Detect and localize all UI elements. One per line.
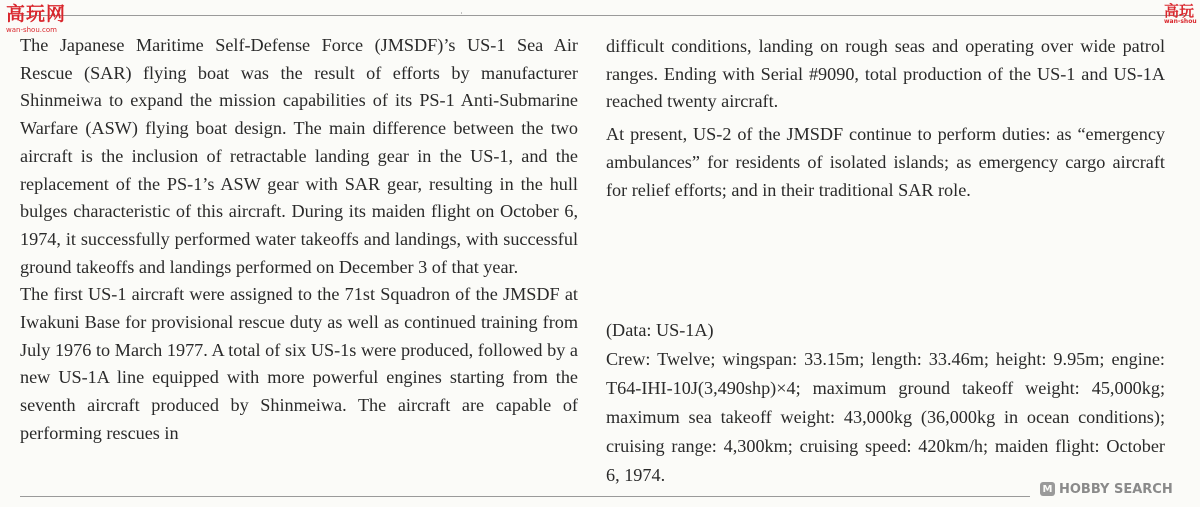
right-text-column: [606, 33, 1165, 204]
hobby-search-logo-icon: M: [1040, 482, 1055, 496]
watermark-top-right: [1164, 4, 1198, 28]
watermark-bottom-text: HOBBY SEARCH: [1059, 481, 1173, 497]
specifications-block: [606, 316, 1165, 490]
watermark-top-right-sub: wan-shou: [1164, 18, 1197, 25]
bottom-divider-rule: [20, 496, 1030, 497]
history-paragraph-4: At present, US-2 of the JMSDF continue to perform duties: as “emergency ambulances” for residents of isolated islands; as emergency cargo aircraft for relief efforts; and in their traditional SAR role.: [606, 124, 1165, 200]
history-paragraph-2: The first US-1 aircraft were assigned to the 71st Squadron of the JMSDF at Iwakuni Base for provisional rescue duty as well as continued training from July 1976 to March 1977. A total of six US-1s were produced, followed by a new US-1A line equipped with more powerful engines starting from the seventh aircraft produced by Shinmeiwa. The aircraft are capable of performing rescues in: [20, 284, 578, 443]
watermark-bottom-right: [1040, 480, 1173, 498]
top-divider-rule: [20, 15, 1190, 16]
history-paragraph-1: The Japanese Maritime Self-Defense Force (JMSDF)’s US-1 Sea Air Rescue (SAR) flying boat was the result of efforts by manufacturer Shinmeiwa to expand the mission capabilities of its PS-1 Anti-Submarine Warfare (ASW) flying boat design. The main difference between the two aircraft is the inclusion of retractable landing gear in the US-1, and the replacement of the PS-1’s ASW gear with SAR gear, resulting in the hull bulges characteristic of this aircraft. During its maiden flight on October 6, 1974, it successfully performed water takeoffs and landings, with successful ground takeoffs and landings performed on December 3 of that year.: [20, 35, 578, 277]
registration-mark: ˙: [460, 11, 463, 21]
specifications-text: Crew: Twelve; wingspan: 33.15m; length: 33.46m; height: 9.95m; engine: T64-IHI-10J(3,490shp)×4; maximum ground takeoff weight: 45,000kg; maximum sea takeoff weight: 43,000kg (36,000kg in ocean conditions); cruising range: 4,300km; cruising speed: 420km/h; maiden flight: October 6, 1974.: [606, 349, 1165, 485]
specifications-heading: (Data: US-1A): [606, 320, 714, 340]
watermark-top-left-sub: wan-shou.com: [6, 26, 57, 34]
watermark-top-right-main: 高玩: [1164, 2, 1195, 20]
watermark-top-left-main: 高玩网: [6, 3, 67, 25]
history-paragraph-3: difficult conditions, landing on rough seas and operating over wide patrol ranges. Ending with Serial #9090, total production of the US-1 and US-1A reached twenty aircraft.: [606, 36, 1165, 112]
left-text-column: [20, 32, 578, 448]
